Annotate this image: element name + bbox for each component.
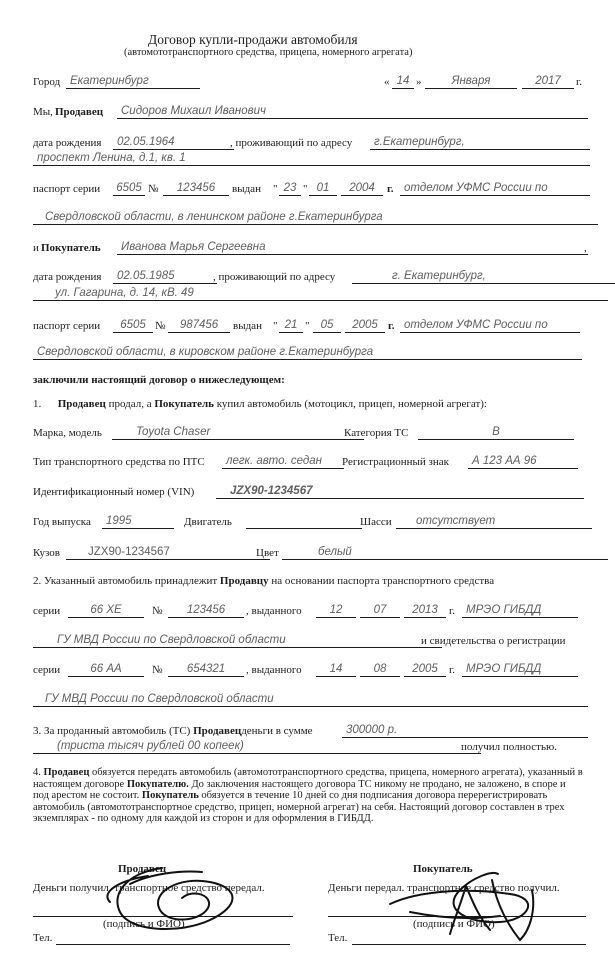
buyer-issuer-line2: Свердловской области, в кировском районе г.Екатеринбурга xyxy=(33,346,582,360)
seller-birth-label: дата рождения xyxy=(33,137,102,149)
and-label: и xyxy=(33,242,39,254)
sum-words-field: (триста тысяч рублей 00 копеек) xyxy=(33,740,481,754)
clause-1-text-b: купил автомобиль (мотоцикл, прицеп, номерной агрегат): xyxy=(216,398,487,410)
clause-1-seller: Продавец xyxy=(57,398,106,410)
clause-3 xyxy=(33,725,313,738)
clause-4-text-a: обязуется передать автомобиль (автомототранспортного средства, прицепа, номерного агрегата), указанный в настоящем договоре xyxy=(33,767,583,790)
year-made-label: Год выпуска xyxy=(33,516,91,528)
seller-address-line2: проспект Ленина, д.1, кв. 1 xyxy=(33,152,590,166)
engine-label: Двигатель xyxy=(184,516,232,528)
reg-sign-label: Регистрационный знак xyxy=(342,456,449,468)
body-label: Кузов xyxy=(33,547,60,559)
buyer-issue-day: 21 xyxy=(279,319,303,333)
document-title: Договор купли-продажи автомобиля xyxy=(148,32,358,47)
chassis-field: отсутствует xyxy=(396,515,592,529)
reg-g-label: г. xyxy=(449,664,456,676)
reg-series-field: 66 АА xyxy=(68,663,144,677)
color-label: Цвет xyxy=(256,547,279,559)
vehicle-type-label: Тип транспортного средства по ПТС xyxy=(33,456,205,468)
body-field: JZX90-1234567 xyxy=(66,546,270,560)
seller-residing-label: , проживающий по адресу xyxy=(230,137,353,149)
category-label: Категория ТС xyxy=(344,427,409,439)
buyer-address-line2: ул. Гагарина, д. 14, кВ. 49 xyxy=(33,287,608,301)
buyer-passport-no-label: № xyxy=(155,320,166,332)
clause-1-number: 1. xyxy=(33,398,42,410)
and-cert-label: и свидетельства о регистрации xyxy=(421,635,566,647)
clause-4 xyxy=(33,767,583,825)
buyer-address-line1: г. Екатеринбург, xyxy=(352,270,615,284)
clause-1-text-a: продал, а xyxy=(108,398,152,410)
clause-4-buyer: Покупателю. xyxy=(126,778,189,790)
buyer-issue-g: г. xyxy=(388,320,395,332)
buyer-label: Покупатель xyxy=(41,242,101,254)
city-label: Город xyxy=(33,76,61,88)
seller-passport-label: паспорт серии xyxy=(33,183,101,195)
clause-1-buyer: Покупатель xyxy=(154,398,214,410)
seller-issuer-line1: отделом УФМС России по xyxy=(400,182,590,196)
clause-4-buyer2: Покупатель xyxy=(141,790,199,801)
pts-issuer-line2: ГУ МВД России по Свердловской области xyxy=(33,634,442,648)
vin-field: JZX90-1234567 xyxy=(216,485,584,499)
seller-money-received: Деньги получил. транспортное средство передал. xyxy=(33,882,265,894)
buyer-issuer-line1: отделом УФМС России по xyxy=(400,319,580,333)
seller-passport-no-label: № xyxy=(148,183,159,195)
buyer-birth-field: 02.05.1985 xyxy=(113,270,217,284)
document-subtitle: (автомототранспортного средства, прицепа, номерного агрегата) xyxy=(124,47,413,58)
make-field: Toyota Chaser xyxy=(112,426,364,440)
buyer-money-given: Деньги передал. транспортное средство получил. xyxy=(328,882,560,894)
buyer-signature-heading: Покупатель xyxy=(413,863,473,875)
reg-series-label: серии xyxy=(33,664,61,676)
engine-field xyxy=(246,515,362,529)
buyer-comma: , xyxy=(584,242,587,254)
seller-issue-g: г. xyxy=(387,183,394,195)
seller-issued-label: выдан xyxy=(232,183,261,195)
buyer-sign-caption: (подпись и ФИО) xyxy=(413,918,495,930)
buyer-birth-label: дата рождения xyxy=(33,271,102,283)
buyer-issue-year: 2005 xyxy=(345,319,385,333)
month-field: Января xyxy=(425,75,517,89)
category-field: B xyxy=(418,426,574,440)
clause-4-seller: Продавец xyxy=(43,767,90,778)
pts-number-field: 123456 xyxy=(168,604,244,618)
reg-issuer-line1: МРЭО ГИБДД xyxy=(462,663,578,677)
seller-sign-caption: (подпись и ФИО) xyxy=(103,918,185,930)
seller-passport-number: 123456 xyxy=(163,182,229,196)
reg-number-field: 654321 xyxy=(168,663,244,677)
seller-label: Продавец xyxy=(55,106,104,118)
pts-series-label: серии xyxy=(33,605,61,617)
reg-issuer-line2: ГУ МВД России по Свердловской области xyxy=(33,693,588,707)
pts-g-label: г. xyxy=(449,605,456,617)
day-open-quote: « xyxy=(384,76,390,88)
buyer-issue-month: 05 xyxy=(313,319,341,333)
buyer-passport-number: 987456 xyxy=(168,319,230,333)
seller-passport-series: 6505 xyxy=(113,182,145,196)
seller-quote-open: " xyxy=(273,183,278,195)
pts-issuer-line1: МРЭО ГИБДД xyxy=(462,604,578,618)
buyer-signature-scribble xyxy=(380,860,570,950)
clause-2-seller: Продавцу xyxy=(219,575,269,587)
reg-no-label: № xyxy=(152,664,163,676)
seller-issuer-line2: Свердловской области, в ленинском районе г.Екатеринбурга xyxy=(33,211,598,225)
clause-3-seller: Продавец xyxy=(193,725,242,737)
buyer-issued-label: выдан xyxy=(233,320,262,332)
clause-1 xyxy=(33,398,487,411)
seller-issue-month: 01 xyxy=(309,182,337,196)
seller-signature-heading: Продавец xyxy=(118,863,167,875)
reg-year-field: 2005 xyxy=(404,663,446,677)
clause-2-text-a: 2. Указанный автомобиль принадлежит xyxy=(33,575,218,587)
seller-issue-day: 23 xyxy=(279,182,301,196)
pts-month-field: 07 xyxy=(360,604,400,618)
seller-quote-close: " xyxy=(303,183,308,195)
pts-no-label: № xyxy=(152,605,163,617)
clause-3-text-a: 3. За проданный автомобиль (ТС) xyxy=(33,725,191,737)
clause-2 xyxy=(33,575,494,588)
pts-issued-label: , выданного xyxy=(246,605,302,617)
buyer-passport-series: 6505 xyxy=(113,319,153,333)
reg-sign-field: А 123 АА 96 xyxy=(468,455,578,469)
we-label: Мы, xyxy=(33,106,53,118)
clause-2-text-b: на основании паспорта транспортного средства xyxy=(271,575,495,587)
pts-year-field: 2013 xyxy=(404,604,446,618)
clause-4-number: 4. xyxy=(33,767,41,778)
pts-series-field: 66 ХЕ xyxy=(68,604,144,618)
buyer-quote-close: " xyxy=(305,320,310,332)
buyer-residing-label: , проживающий по адресу xyxy=(213,271,336,283)
seller-issue-year: 2004 xyxy=(341,182,383,196)
concluded-heading: заключили настоящий договор о нижеследующем: xyxy=(33,374,285,386)
buyer-phone-label: Тел. xyxy=(328,932,348,944)
buyer-name-field: Иванова Марья Сергеевна xyxy=(117,241,588,255)
year-field: 2017 xyxy=(522,75,574,89)
seller-address-line1: г.Екатеринбург, xyxy=(370,136,590,150)
seller-signature-scribble xyxy=(90,862,260,942)
year-made-field: 1995 xyxy=(102,515,174,529)
vin-label: Идентификационный номер (VIN) xyxy=(33,486,195,498)
seller-birth-field: 02.05.1964 xyxy=(113,136,234,150)
seller-name-field: Сидоров Михаил Иванович xyxy=(117,105,588,119)
clause-4-text-c: обязуется в течение 10 дней со дня подписания договора перерегистрировать автомобиль (автомототранспортное средство, прицеп, номерной агрегат) на себя. Настоящий договор составлен в трех экземплярах - по одному для каждой из сторон и для оформления в ГИБДД. xyxy=(33,790,565,824)
make-label: Марка, модель xyxy=(33,427,102,439)
reg-issued-label: , выданного xyxy=(246,664,302,676)
year-suffix: г. xyxy=(576,76,583,88)
chassis-label: Шасси xyxy=(360,516,392,528)
sum-field: 300000 р. xyxy=(342,724,588,738)
buyer-passport-label: паспорт серии xyxy=(33,320,101,332)
clause-4-text-b: До заключения настоящего договора ТС никому не продано, не заложено, в споре и под арестом не состоит. xyxy=(33,778,566,801)
seller-phone-label: Тел. xyxy=(33,932,53,944)
buyer-quote-open: " xyxy=(273,320,278,332)
clause-3-text-b: деньги в сумме xyxy=(241,725,313,737)
reg-day-field: 14 xyxy=(316,663,356,677)
vehicle-type-field: легк. авто. седан xyxy=(222,455,344,469)
reg-month-field: 08 xyxy=(360,663,400,677)
color-field: белый xyxy=(282,546,608,560)
received-label: получил полностью. xyxy=(461,741,557,753)
day-close-quote: » xyxy=(416,76,422,88)
pts-day-field: 12 xyxy=(316,604,356,618)
day-field: 14 xyxy=(392,75,414,89)
city-field: Екатеринбург xyxy=(66,75,200,89)
